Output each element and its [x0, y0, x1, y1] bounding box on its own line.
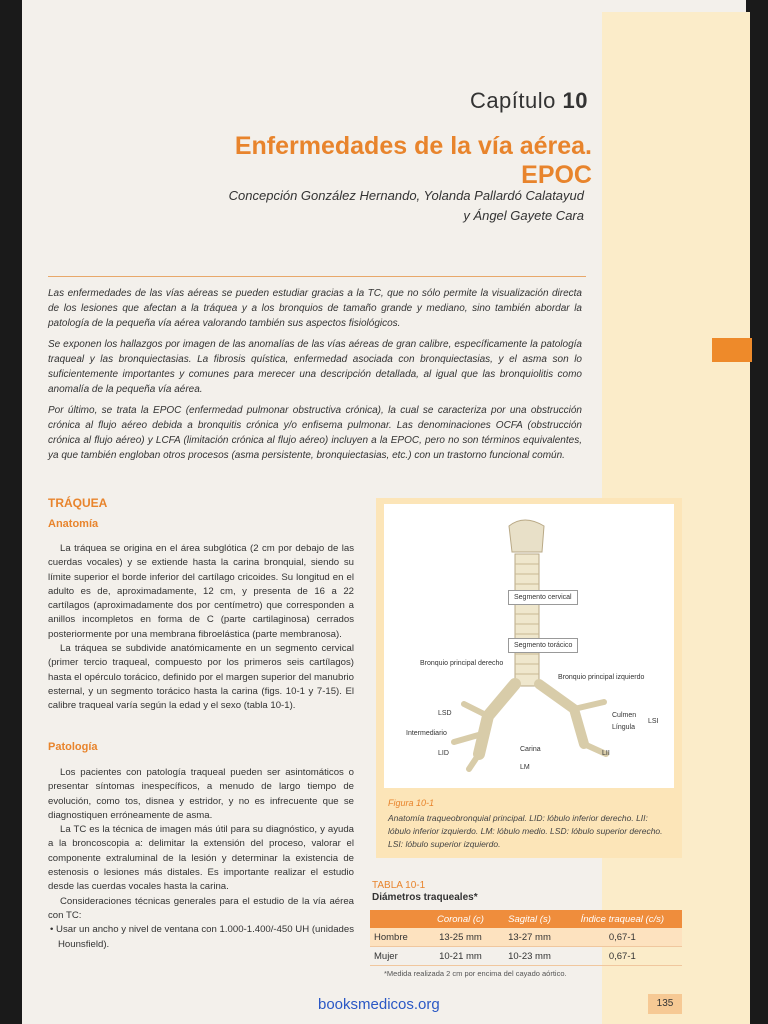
callout-toracico: Segmento torácico [508, 638, 578, 653]
diameters-table [370, 910, 682, 966]
subsection-pathology: Patología [48, 741, 98, 753]
table-footnote: *Medida realizada 2 cm por encima del cayado aórtico. [384, 969, 567, 978]
chapter-title: Enfermedades de la vía aérea. EPOC [234, 132, 592, 189]
website-link[interactable]: booksmedicos.org [318, 996, 440, 1013]
callout-cervical: Segmento cervical [508, 590, 578, 605]
subsection-anatomy: Anatomía [48, 518, 99, 530]
table-title: Diámetros traqueales* [372, 892, 478, 903]
pathology-text: Los pacientes con patología traqueal pueden ser asintomáticos o presentar síntomas inespecíficos, a menudo de largo tiempo de evolución, como tos, disnea y estridor, y no es infrecuente que se diagnostiquen erróneamente de asma. La TC es la técnica de imagen más útil para su diagnóstico, y ayuda a la broncoscopia a: delimitar la extensión del proceso, valorar el componente extraluminal de la lesión y determinar la existencia de estenosis o lesiones más distales. Es importante realizar el estudio desde las cuerdas vocales hasta la carina. Consideraciones técnicas generales para el estudio de la vía aérea con TC: • Usar un ancho y nivel de ventana con 1.000-1.400/-450 UH (unidades Hounsfield). [48, 767, 354, 950]
table-row: Mujer 10-21 mm 10-23 mm 0,67-1 [370, 947, 682, 966]
table-header-row: Coronal (c) Sagital (s) Índice traqueal (c/s) [370, 910, 682, 928]
label-lingula: Língula [612, 724, 635, 731]
anatomy-text: La tráquea se origina en el área subglótica (2 cm por debajo de las cuerdas vocales) y se extiende hasta la carina bronquial, siendo su límite superior el borde inferior del cartílago cricoides. Su longitud en el adulto es de, aproximadamente, 12 cm, y presenta de 16 a 22 cartílagos (aproximadamente dos por centímetro) que corresponden a anillos incompletos en forma de C (parte cartilaginosa) cerrados posteriormente por una membrana fibroelástica (parte membranosa). La tráquea se subdivide anatómicamente en un segmento cervical (primer tercio traqueal, compuesto por los primeros seis cartílagos) hasta el opérculo torácico, definido por el margen superior del manubrio esternal, y un segmento torácico hasta la carina (figs. 10-1 y 7-15). El calibre traqueal varía según la edad y el sexo (tabla 10-1). [48, 543, 354, 712]
right-bronchus [479, 684, 515, 754]
section-title: TRÁQUEA [48, 496, 108, 510]
authors: Concepción González Hernando, Yolanda Pallardó Calatayud y Ángel Gayete Cara [228, 188, 584, 223]
table-label: TABLA 10-1 [372, 880, 426, 891]
label-lii: LII [602, 750, 610, 757]
label-culmen: Culmen [612, 712, 637, 719]
divider [48, 276, 586, 277]
chapter-number: 10 [562, 88, 588, 113]
label-lid: LID [438, 750, 449, 757]
page-number: 135 [648, 994, 682, 1014]
larynx [509, 520, 544, 552]
label-intermediario: Intermediario [406, 730, 447, 737]
chapter-label: Capítulo 10 [469, 88, 588, 113]
abstract: Las enfermedades de las vías aéreas se pueden estudiar gracias a la TC, que no sólo permite la visualización directa de los lesiones que afectan a la tráquea y a los bronquios de tamaño grande y mediano, sino también abordar la patología de la pequeña vía aérea valorando también sus aspectos fisiológicos. Se exponen los hallazgos por imagen de las anomalías de las vías aéreas de gran calibre, específicamente la patología traqueal y las bronquiectasias. La fibrosis quística, enfermedad asociada con bronquiectasias, y el asma son lo suficientemente importantes y comunes para merecer una descripción detallada, al igual que las bronquiolitis como anomalía de la pequeña vía aérea. Por último, se trata la EPOC (enfermedad pulmonar obstructiva crónica), la cual se caracteriza por una obstrucción crónica al flujo aéreo debida a bronquitis crónica y/o enfisema pulmonar. Las denominaciones OCFA (obstrucción crónica al flujo aéreo) y LCFA (limitación crónica al flujo aéreo) incluyen a la EPOC, pero no son términos equivalentes, ya que también engloban otros procesos (asma persistente, bronquiectasias, etc.) con un trastorno funcional común. [48, 288, 582, 461]
left-bronchus [539, 684, 584, 744]
label-bpd: Bronquio principal derecho [420, 660, 504, 667]
label-lsi: LSI [648, 718, 659, 725]
label-lm: LM [520, 764, 530, 771]
chapter-tab [712, 338, 752, 362]
label-bpi: Bronquio principal izquierdo [558, 674, 645, 681]
figure-label: Figura 10-1 [388, 798, 435, 808]
label-carina: Carina [520, 746, 541, 753]
label-lsd: LSD [438, 710, 452, 717]
table-row: Hombre 13-25 mm 13-27 mm 0,67-1 [370, 928, 682, 947]
figure-caption: Anatomía traqueobronquial principal. LID: lóbulo inferior derecho. LII: lóbulo inferior izquierdo. LM: lóbulo medio. LSD: lóbulo superior derecho. LSI: lóbulo superior izquierdo. [388, 813, 663, 849]
